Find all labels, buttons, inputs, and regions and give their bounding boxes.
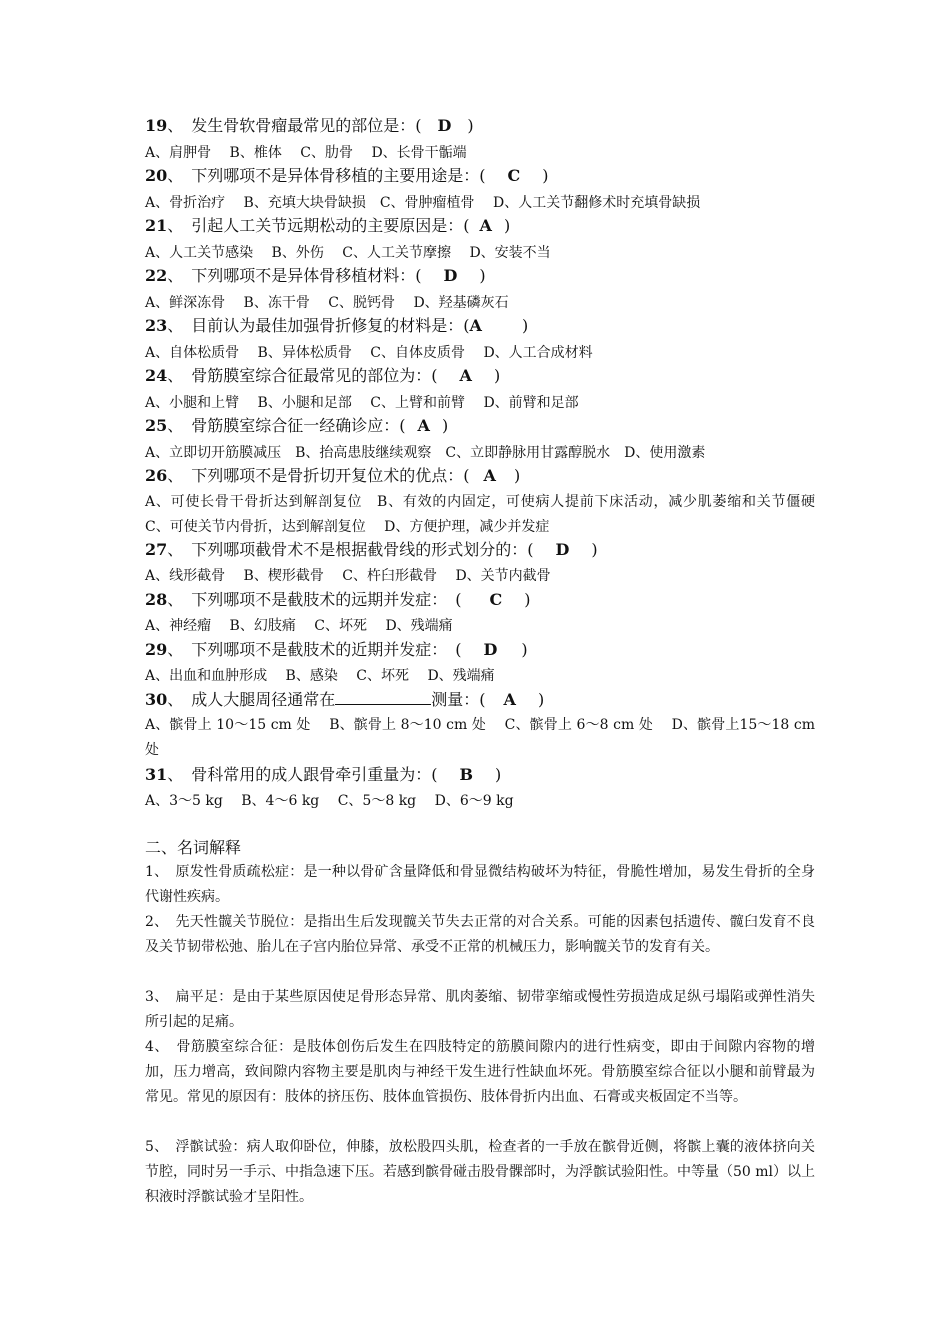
question-answer: D	[443, 266, 458, 285]
question-31-options: A、3～5 kg B、4～6 kg C、5～8 kg D、6～9 kg	[145, 793, 514, 809]
question-30-options: A、髌骨上 10～15 cm 处 B、髌骨上 8～10 cm 处 C、髌骨上 6～8 cm 处 D、髌骨上15～18 cm 处	[145, 717, 815, 758]
question-stem-2: 测量：(	[431, 690, 486, 709]
question-answer: A	[483, 466, 496, 485]
question-answer: A	[417, 416, 430, 435]
question-answer: B	[459, 765, 474, 784]
definition-5: 5、 浮髌试验：病人取仰卧位，伸膝，放松股四头肌，检查者的一手放在髌骨近侧，将髌上囊的液体挤向关节腔，同时另一手示、中指急速下压。若感到髌骨碰击股骨髁部时，为浮髌试验阳性。中等量（50 ml）以上积液时浮髌试验才呈阳性。	[145, 1139, 816, 1205]
question-27	[145, 540, 598, 560]
question-stem: 、 下列哪项不是截肢术的远期并发症： (	[167, 590, 462, 609]
question-29-options: A、出血和血肿形成 B、感染 C、坏死 D、残端痛	[145, 668, 495, 684]
question-number: 26	[145, 466, 168, 485]
question-close: )	[503, 216, 511, 235]
section-title: 二、名词解释	[145, 838, 242, 857]
question-19-options: A、肩胛骨 B、椎体 C、肋骨 D、长骨干骺端	[145, 145, 467, 161]
question-number: 29	[145, 640, 168, 659]
question-number: 27	[145, 540, 168, 559]
question-stem: 、 下列哪项截骨术不是根据截骨线的形式划分的：(	[167, 540, 534, 559]
question-answer: C	[507, 166, 521, 185]
question-close: )	[495, 765, 502, 784]
question-25	[145, 416, 448, 436]
question-number: 24	[145, 366, 168, 385]
question-22-options: A、鲜深冻骨 B、冻干骨 C、脱钙骨 D、羟基磷灰石	[145, 295, 509, 311]
question-28	[145, 590, 531, 610]
definition-1: 1、 原发性骨质疏松症：是一种以骨矿含量降低和骨显微结构破坏为特征，骨脆性增加，易发生骨折的全身代谢性疾病。	[145, 864, 815, 905]
question-close: )	[591, 540, 598, 559]
question-stem: 、 成人大腿周径通常在	[167, 690, 336, 709]
definition-3: 3、 扁平足：是由于某些原因使足骨形态异常、肌肉萎缩、韧带挛缩或慢性劳损造成足纵弓塌陷或弹性消失所引起的足痛。	[145, 989, 815, 1030]
question-answer: C	[489, 590, 503, 609]
question-23-options: A、自体松质骨 B、异体松质骨 C、自体皮质骨 D、人工合成材料	[145, 345, 593, 361]
question-number: 30	[145, 690, 168, 709]
question-21	[145, 216, 510, 236]
question-stem: 、 引起人工关节远期松动的主要原因是：(	[167, 216, 470, 235]
question-close: )	[521, 316, 529, 335]
question-21-options: A、人工关节感染 B、外伤 C、人工关节摩擦 D、安装不当	[145, 245, 551, 261]
question-number: 19	[145, 116, 168, 135]
question-29	[145, 640, 528, 660]
question-number: 21	[145, 216, 168, 235]
question-20-options: A、骨折治疗 B、充填大块骨缺损 C、骨肿瘤植骨 D、人工关节翻修术时充填骨缺损	[145, 195, 701, 211]
question-23	[145, 316, 528, 336]
question-stem: 、 骨科常用的成人跟骨牵引重量为：(	[167, 765, 438, 784]
question-close: )	[479, 266, 486, 285]
question-28-options: A、神经瘤 B、幻肢痛 C、坏死 D、残端痛	[145, 618, 453, 634]
question-answer: A	[479, 216, 492, 235]
question-number: 31	[145, 765, 168, 784]
question-close: )	[493, 366, 501, 385]
question-answer: D	[555, 540, 570, 559]
question-stem: 、 下列哪项不是截肢术的近期并发症： (	[167, 640, 462, 659]
question-close: )	[521, 640, 528, 659]
question-31	[145, 765, 501, 785]
question-close: )	[441, 416, 449, 435]
question-26-options: A、可使长骨干骨折达到解剖复位 B、有效的内固定，可使病人提前下床活动，减少肌萎缩和关节僵硬 C、可使关节内骨折，达到解剖复位 D、方便护理，减少并发症	[145, 494, 829, 535]
question-stem: 、 下列哪项不是骨折切开复位术的优点：(	[167, 466, 470, 485]
question-close: )	[467, 116, 474, 135]
question-close: )	[537, 690, 545, 709]
question-number: 25	[145, 416, 168, 435]
question-27-options: A、线形截骨 B、楔形截骨 C、杵臼形截骨 D、关节内截骨	[145, 568, 551, 584]
question-stem: 、 骨筋膜室综合征最常见的部位为：(	[167, 366, 438, 385]
question-20	[145, 166, 549, 186]
question-answer: D	[483, 640, 498, 659]
question-19	[145, 116, 474, 136]
question-answer: D	[437, 116, 452, 135]
question-number: 20	[145, 166, 168, 185]
question-close: )	[542, 166, 549, 185]
question-close: )	[524, 590, 531, 609]
answer-blank	[335, 690, 431, 705]
question-30	[145, 690, 544, 710]
question-answer: A	[503, 690, 516, 709]
question-answer: A	[459, 366, 472, 385]
question-answer: A	[469, 316, 482, 335]
question-22	[145, 266, 486, 286]
definition-4: 4、 骨筋膜室综合征：是肢体创伤后发生在四肢特定的筋膜间隙内的进行性病变，即由于间隙内容物的增加，压力增高，致间隙内容物主要是肌肉与神经干发生进行性缺血坏死。骨筋膜室综合征以小腿和前臂最为常见。常见的原因有：肢体的挤压伤、肢体血管损伤、肢体骨折内出血、石膏或夹板固定不当等。	[145, 1039, 815, 1105]
question-26	[145, 466, 520, 486]
question-stem: 、 目前认为最佳加强骨折修复的材料是：(	[167, 316, 470, 335]
question-25-options: A、立即切开筋膜减压 B、抬高患肢继续观察 C、立即静脉用甘露醇脱水 D、使用激素	[145, 445, 706, 461]
question-number: 23	[145, 316, 168, 335]
question-stem: 、 发生骨软骨瘤最常见的部位是：(	[167, 116, 422, 135]
question-number: 28	[145, 590, 168, 609]
question-number: 22	[145, 266, 168, 285]
question-stem: 、 下列哪项不是异体骨移植材料：(	[167, 266, 422, 285]
question-close: )	[513, 466, 521, 485]
question-24	[145, 366, 500, 386]
question-24-options: A、小腿和上臂 B、小腿和足部 C、上臂和前臂 D、前臂和足部	[145, 395, 579, 411]
question-stem: 、 骨筋膜室综合征一经确诊应：(	[167, 416, 406, 435]
definition-2: 2、 先天性髋关节脱位：是指出生后发现髋关节失去正常的对合关系。可能的因素包括遗传、髋臼发育不良及关节韧带松弛、胎儿在子宫内胎位异常、承受不正常的机械压力，影响髋关节的发育有关。	[145, 914, 815, 955]
question-stem: 、 下列哪项不是异体骨移植的主要用途是：(	[167, 166, 486, 185]
